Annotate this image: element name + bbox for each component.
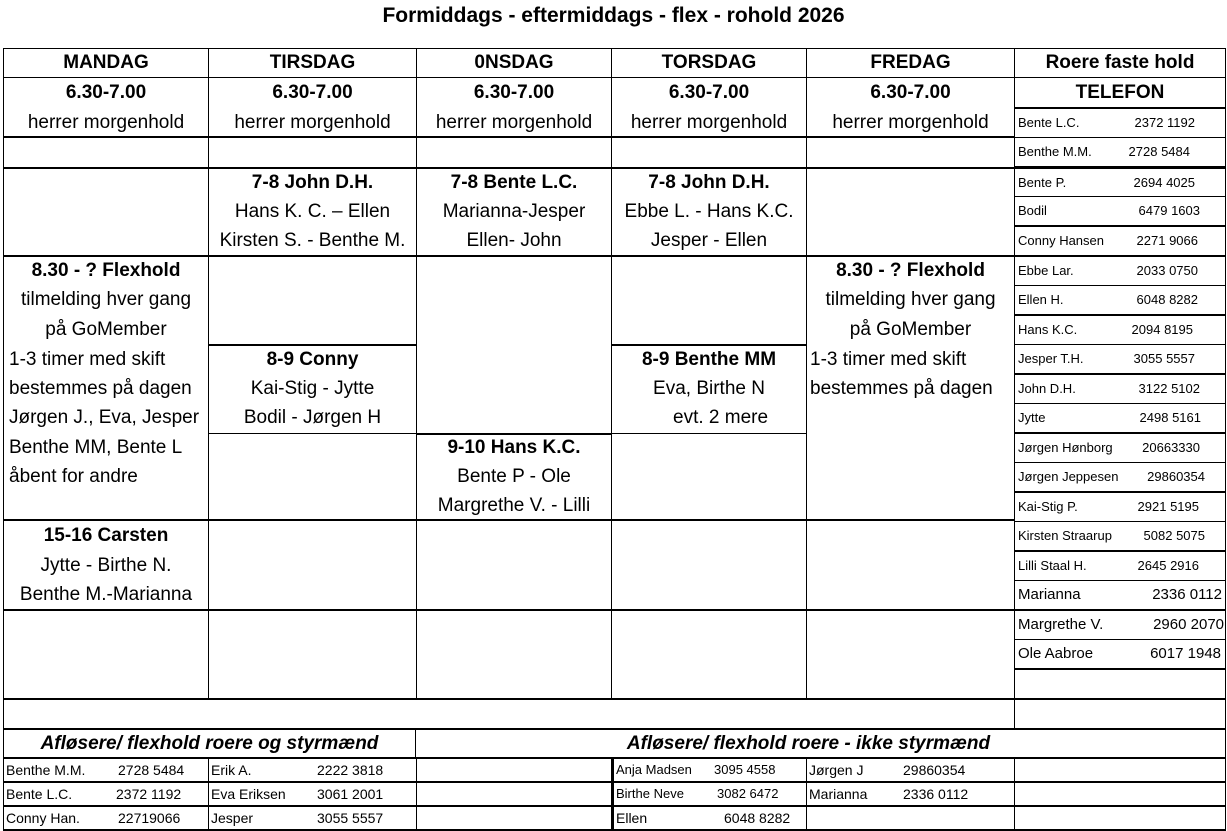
- block-heading: 15-16 Carsten: [43, 525, 169, 546]
- phone-name: Bente L.C.: [1018, 115, 1080, 130]
- block-line: Jesper - Ellen: [650, 230, 768, 251]
- team-label: herrer morgenhold: [234, 112, 391, 133]
- substitute-number: 6048 8282: [724, 810, 791, 826]
- empty-cell: [1014, 758, 1226, 782]
- empty-cell: [416, 806, 612, 831]
- block-line: Kirsten S. - Benthe M.: [219, 230, 406, 251]
- block-line: evt. 2 mere: [673, 407, 769, 428]
- empty-cell: [3, 137, 209, 168]
- empty-cell: [208, 137, 417, 168]
- block-line: 1-3 timer med skift: [810, 349, 967, 370]
- block-line: Ellen- John: [466, 230, 562, 251]
- block-line: Benthe MM, Bente L: [9, 437, 183, 458]
- phone-entry: [1014, 610, 1226, 640]
- substitute-entry: [208, 782, 417, 806]
- phone-number: 6017 1948: [1150, 645, 1221, 662]
- day-name: TIRSDAG: [269, 52, 356, 73]
- phone-number: 2271 9066: [1136, 233, 1198, 248]
- phone-header-title: Roere faste hold: [1045, 52, 1195, 73]
- phone-name: Marianna: [1018, 586, 1081, 603]
- substitute-number: 22719066: [118, 810, 181, 826]
- phone-entry: [1014, 433, 1226, 463]
- phone-entry: [1014, 108, 1226, 138]
- block-heading: 8-9 Benthe MM: [641, 349, 777, 370]
- substitute-number: 3061 2001: [317, 786, 384, 802]
- phone-number: 2372 1192: [1134, 115, 1195, 130]
- empty-cell: [806, 137, 1015, 168]
- phone-name: Lilli Staal H.: [1018, 558, 1087, 573]
- empty-cell: [611, 520, 807, 611]
- block-line: tilmelding hver gang: [20, 289, 192, 310]
- phone-number: 6479 1603: [1138, 203, 1200, 218]
- substitutes-cox-title: Afløsere/ flexhold roere og styrmænd: [40, 733, 379, 754]
- substitute-name: Anja Madsen: [616, 762, 692, 777]
- substitute-name: Bente L.C.: [6, 786, 73, 802]
- phone-name: Ebbe Lar.: [1018, 263, 1074, 278]
- day-name: FREDAG: [870, 52, 951, 73]
- phone-number: 2960 2070: [1153, 616, 1224, 633]
- empty-cell: [1014, 806, 1226, 831]
- phone-number: 5082 5075: [1143, 528, 1205, 543]
- empty-cell: [208, 610, 417, 700]
- phone-name: Benthe M.M.: [1018, 144, 1092, 159]
- phone-number: 2498 5161: [1139, 410, 1201, 425]
- phone-name: Kai-Stig P.: [1018, 499, 1078, 514]
- phone-entry: [1014, 403, 1226, 433]
- empty-cell: [208, 520, 417, 611]
- phone-number: 6048 8282: [1136, 292, 1198, 307]
- substitute-entry: [208, 758, 417, 782]
- time-slot: 6.30-7.00: [870, 82, 951, 103]
- day-name: TORSDAG: [661, 52, 757, 73]
- block-line: Hans K. C. – Ellen: [234, 201, 391, 222]
- phone-entry: [1014, 256, 1226, 286]
- substitute-name: Jesper: [211, 810, 254, 826]
- substitute-name: Ellen: [616, 810, 648, 826]
- phone-number: 3122 5102: [1138, 381, 1200, 396]
- phone-entry: [1014, 580, 1226, 610]
- block-heading: 8.30 - ? Flexhold: [31, 260, 181, 281]
- block-line: Bodil - Jørgen H: [243, 407, 382, 428]
- block-heading: 7-8 John D.H.: [251, 172, 374, 193]
- block-line: Jørgen J., Eva, Jesper: [9, 407, 200, 428]
- empty-cell: [3, 167, 209, 257]
- empty-cell: [416, 758, 612, 782]
- phone-number: 29860354: [1147, 469, 1205, 484]
- team-label: herrer morgenhold: [630, 112, 788, 133]
- substitute-number: 29860354: [903, 762, 966, 778]
- time-slot: 6.30-7.00: [668, 82, 750, 103]
- phone-name: Jesper T.H.: [1018, 351, 1084, 366]
- empty-cell: [806, 167, 1015, 257]
- day-name: 0NSDAG: [474, 52, 554, 73]
- empty-cell: [611, 610, 807, 700]
- team-label: herrer morgenhold: [27, 112, 185, 133]
- block-line: Marianna-Jesper: [442, 201, 586, 222]
- block-line: Jytte - Birthe N.: [40, 555, 172, 576]
- phone-entry: [1014, 639, 1226, 669]
- time-slot: 6.30-7.00: [473, 82, 555, 103]
- substitute-entry: [806, 758, 1015, 782]
- phone-number: 2694 4025: [1133, 175, 1195, 190]
- block-heading: 7-8 John D.H.: [648, 172, 770, 193]
- phone-number: 2645 2916: [1137, 558, 1199, 573]
- empty-cell: [416, 610, 612, 700]
- phone-entry: [1014, 226, 1226, 256]
- substitute-entry: [611, 758, 807, 782]
- substitute-entry: [806, 782, 1015, 806]
- substitute-name: Erik A.: [211, 762, 252, 778]
- block-line: Bente P - Ole: [457, 466, 571, 487]
- phone-number: 2921 5195: [1137, 499, 1199, 514]
- empty-cell: [3, 610, 209, 700]
- block-line: 1-3 timer med skift: [9, 349, 166, 370]
- phone-entry: [1014, 462, 1226, 492]
- substitute-name: Benthe M.M.: [6, 762, 86, 778]
- empty-cell: [416, 137, 612, 168]
- time-slot: 6.30-7.00: [272, 82, 353, 103]
- substitute-entry: [611, 782, 807, 806]
- phone-name: Hans K.C.: [1018, 322, 1078, 337]
- phone-name: Bodil: [1018, 203, 1047, 218]
- empty-cell: [1014, 782, 1226, 806]
- phone-name: Jytte: [1018, 410, 1046, 425]
- block-line: bestemmes på dagen: [810, 378, 993, 399]
- phone-entry: [1014, 374, 1226, 404]
- phone-name: Jørgen Jeppesen: [1018, 469, 1119, 484]
- block-line: på GoMember: [849, 319, 972, 340]
- empty-cell: [806, 520, 1015, 611]
- substitute-number: 3082 6472: [717, 786, 779, 801]
- phone-name: John D.H.: [1018, 381, 1076, 396]
- substitutes-rowers-title: Afløsere/ flexhold roere - ikke styrmænd: [626, 733, 991, 754]
- block-line: Kai-Stig - Jytte: [250, 378, 375, 399]
- empty-cell: [416, 520, 612, 611]
- time-slot: 6.30-7.00: [65, 82, 147, 103]
- substitute-name: Conny Han.: [6, 810, 80, 826]
- team-label: herrer morgenhold: [832, 112, 989, 133]
- substitute-name: Birthe Neve: [616, 786, 684, 801]
- block-heading: 9-10 Hans K.C.: [447, 437, 581, 458]
- phone-entry: [1014, 521, 1226, 551]
- phone-entry: [1014, 315, 1226, 345]
- substitute-number: 2728 5484: [118, 762, 185, 778]
- phone-name: Bente P.: [1018, 175, 1067, 190]
- phone-entry: [1014, 137, 1226, 167]
- empty-cell: [416, 256, 612, 434]
- page-title: Formiddags - eftermiddags - flex - rohold 2026: [382, 4, 845, 27]
- phone-name: Conny Hansen: [1018, 233, 1104, 248]
- substitute-entry: [611, 806, 807, 831]
- spacer-row: [3, 699, 1015, 730]
- phone-number: 2728 5484: [1128, 144, 1190, 159]
- phone-name: Margrethe V.: [1018, 616, 1104, 633]
- block-line: Ebbe L. - Hans K.C.: [624, 201, 794, 222]
- phone-number: 2336 0112: [1152, 586, 1222, 603]
- phone-entry: [1014, 344, 1226, 374]
- substitute-number: 2222 3818: [317, 762, 384, 778]
- spacer-row-right: [1014, 699, 1226, 730]
- block-line: tilmelding hver gang: [825, 289, 996, 310]
- phone-number: 2033 0750: [1136, 263, 1198, 278]
- block-heading: 7-8 Bente L.C.: [450, 172, 578, 193]
- block-heading: 8-9 Conny: [266, 349, 359, 370]
- phone-name: Ellen H.: [1018, 292, 1064, 307]
- block-line: Eva, Birthe N: [653, 378, 765, 399]
- phone-entry: [1014, 551, 1226, 581]
- substitute-name: Marianna: [809, 786, 868, 802]
- substitute-number: 3055 5557: [317, 810, 384, 826]
- phone-entry: [1014, 167, 1226, 197]
- empty-cell: [806, 610, 1015, 700]
- phone-number: 3055 5557: [1133, 351, 1195, 366]
- block-line: Margrethe V. - Lilli: [437, 495, 591, 516]
- phone-name: Jørgen Hønborg: [1018, 440, 1113, 455]
- substitute-name: Jørgen J: [809, 762, 864, 778]
- empty-cell: [611, 256, 807, 345]
- empty-cell: [416, 782, 612, 806]
- block-line: på GoMember: [45, 319, 167, 340]
- phone-header-sub: TELEFON: [1075, 82, 1165, 103]
- substitute-entry: [208, 806, 417, 831]
- empty-cell: [806, 806, 1015, 831]
- block-line: åbent for andre: [9, 466, 138, 487]
- day-name: MANDAG: [63, 52, 149, 73]
- block-line: bestemmes på dagen: [9, 378, 192, 399]
- phone-name: Ole Aabroe: [1018, 645, 1094, 662]
- phone-entry: [1014, 196, 1226, 226]
- substitute-entry: [3, 806, 209, 831]
- phone-number: 20663330: [1142, 440, 1200, 455]
- phone-name: Kirsten Straarup: [1018, 528, 1112, 543]
- substitute-entry: [3, 782, 209, 806]
- phone-entry: [1014, 285, 1226, 315]
- empty-cell: [208, 433, 417, 521]
- empty-cell: [208, 256, 417, 345]
- phone-number: 2094 8195: [1131, 322, 1193, 337]
- substitute-number: 3095 4558: [714, 762, 776, 777]
- block-line: Benthe M.-Marianna: [19, 584, 193, 605]
- substitute-number: 2336 0112: [903, 786, 969, 802]
- substitute-name: Eva Eriksen: [211, 786, 286, 802]
- empty-cell: [611, 137, 807, 168]
- substitute-entry: [3, 758, 209, 782]
- empty-phone-entry: [1014, 669, 1226, 700]
- phone-entry: [1014, 492, 1226, 522]
- empty-cell: [611, 433, 807, 521]
- block-heading: 8.30 - ? Flexhold: [836, 260, 985, 281]
- team-label: herrer morgenhold: [435, 112, 593, 133]
- substitute-number: 2372 1192: [116, 786, 182, 802]
